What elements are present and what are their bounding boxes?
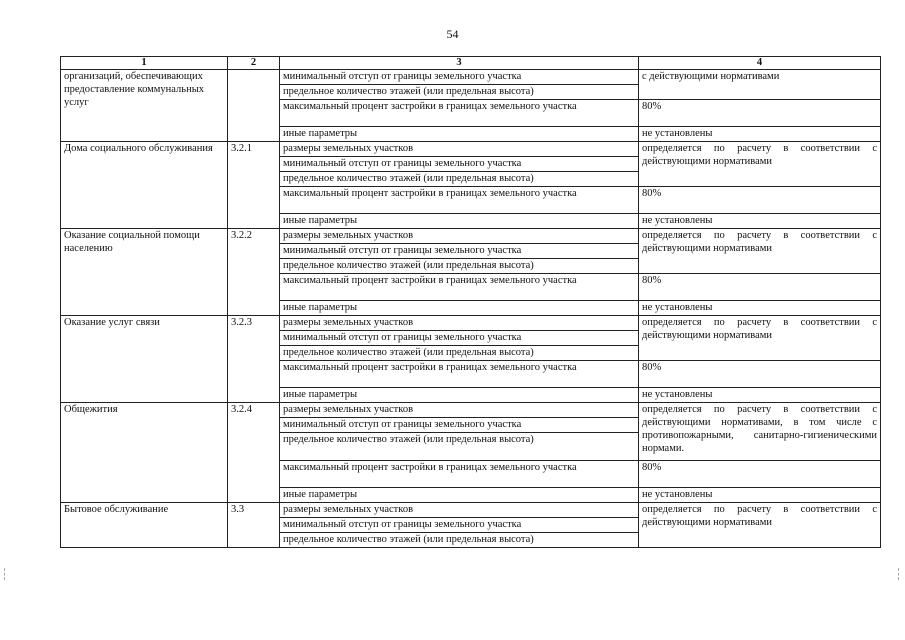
use-type-code: 3.2.4	[228, 403, 280, 503]
parameter-cell: минимальный отступ от границы земельного участка	[280, 244, 639, 259]
value-cell: определяется по расчету в соответствии с действующими нормативами	[639, 316, 881, 361]
use-type-code: 3.2.2	[228, 229, 280, 316]
parameter-cell: размеры земельных участков	[280, 403, 639, 418]
use-type-name: Общежития	[61, 403, 228, 503]
parameter-cell: максимальный процент застройки в границах земельного участка	[280, 187, 639, 214]
parameter-cell: минимальный отступ от границы земельного участка	[280, 157, 639, 172]
use-type-name: Оказание социальной помощи населению	[61, 229, 228, 316]
parameter-cell: предельное количество этажей (или предельная высота)	[280, 433, 639, 461]
parameter-cell: иные параметры	[280, 301, 639, 316]
value-cell: 80%	[639, 461, 881, 488]
parameter-cell: предельное количество этажей (или предельная высота)	[280, 533, 639, 548]
column-header: 3	[280, 57, 639, 70]
parameter-cell: предельное количество этажей (или предельная высота)	[280, 172, 639, 187]
use-type-name: Оказание услуг связи	[61, 316, 228, 403]
parameter-cell: иные параметры	[280, 388, 639, 403]
value-cell: не установлены	[639, 301, 881, 316]
parameter-cell: размеры земельных участков	[280, 503, 639, 518]
parameter-cell: предельное количество этажей (или предельная высота)	[280, 85, 639, 100]
parameter-cell: предельное количество этажей (или предельная высота)	[280, 259, 639, 274]
value-cell: определяется по расчету в соответствии с действующими нормативами	[639, 503, 881, 548]
use-type-name: Дома социального обслуживания	[61, 142, 228, 229]
parameter-cell: размеры земельных участков	[280, 229, 639, 244]
use-type-name: организаций, обеспечивающих предоставление коммунальных услуг	[61, 70, 228, 142]
parameter-cell: предельное количество этажей (или предельная высота)	[280, 346, 639, 361]
value-cell: определяется по расчету в соответствии с действующими нормативами	[639, 229, 881, 274]
value-cell: 80%	[639, 274, 881, 301]
value-cell: с действующими нормативами	[639, 70, 881, 100]
value-cell: определяется по расчету в соответствии с действующими нормативами	[639, 142, 881, 187]
table-row	[61, 142, 881, 157]
value-cell: определяется по расчету в соответствии с действующими нормативами, в том числе с противопожарными, санитарно-гигиеническими нормами.	[639, 403, 881, 461]
parameter-cell: максимальный процент застройки в границах земельного участка	[280, 274, 639, 301]
parameter-cell: максимальный процент застройки в границах земельного участка	[280, 361, 639, 388]
parameter-cell: минимальный отступ от границы земельного участка	[280, 70, 639, 85]
use-type-name: Бытовое обслуживание	[61, 503, 228, 548]
value-cell: не установлены	[639, 488, 881, 503]
value-cell: 80%	[639, 100, 881, 127]
use-type-code	[228, 70, 280, 142]
value-cell: 80%	[639, 361, 881, 388]
column-header: 1	[61, 57, 228, 70]
table-row	[61, 229, 881, 244]
value-cell: не установлены	[639, 388, 881, 403]
column-header: 4	[639, 57, 881, 70]
value-cell: 80%	[639, 187, 881, 214]
parameter-cell: иные параметры	[280, 214, 639, 229]
zoning-parameters-table	[60, 56, 881, 548]
table-row	[61, 503, 881, 518]
use-type-code: 3.3	[228, 503, 280, 548]
value-cell: не установлены	[639, 214, 881, 229]
use-type-code: 3.2.3	[228, 316, 280, 403]
parameter-cell: минимальный отступ от границы земельного участка	[280, 518, 639, 533]
value-cell: не установлены	[639, 127, 881, 142]
table-row	[61, 403, 881, 418]
scan-margin-mark	[898, 568, 903, 580]
scan-margin-mark	[4, 568, 9, 580]
parameter-cell: минимальный отступ от границы земельного участка	[280, 331, 639, 346]
parameter-cell: иные параметры	[280, 488, 639, 503]
parameter-cell: минимальный отступ от границы земельного участка	[280, 418, 639, 433]
parameter-cell: иные параметры	[280, 127, 639, 142]
parameter-cell: размеры земельных участков	[280, 316, 639, 331]
parameter-cell: размеры земельных участков	[280, 142, 639, 157]
use-type-code: 3.2.1	[228, 142, 280, 229]
page-number: 54	[446, 27, 459, 41]
table-row	[61, 316, 881, 331]
table-row	[61, 70, 881, 85]
parameter-cell: максимальный процент застройки в границах земельного участка	[280, 100, 639, 127]
table-header-row	[61, 57, 881, 70]
column-header: 2	[228, 57, 280, 70]
parameter-cell: максимальный процент застройки в границах земельного участка	[280, 461, 639, 488]
